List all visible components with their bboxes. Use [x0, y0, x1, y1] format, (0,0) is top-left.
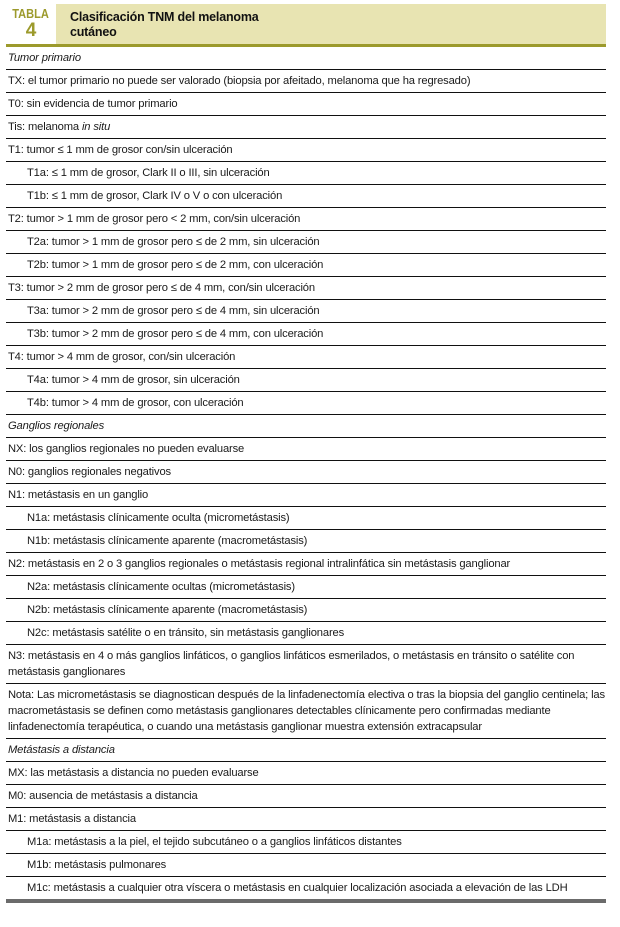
table-subrow: T1a: ≤ 1 mm de grosor, Clark II o III, sin ulceración	[6, 162, 606, 185]
table-subrow: T2a: tumor > 1 mm de grosor pero ≤ de 2 mm, sin ulceración	[6, 231, 606, 254]
table-row: Nota: Las micrometástasis se diagnostican después de la linfadenectomía electiva o tras la biopsia del ganglio centinela; las macrometástasis se definen como metástasis ganglionares detectables clínicamente pero confirmadas mediante linfadenectomía terapéutica, o cuando una metástasis ganglionar muestra extensión extracapsular	[6, 684, 606, 739]
table-header	[6, 4, 606, 47]
table-subrow: T3b: tumor > 2 mm de grosor pero ≤ de 4 mm, con ulceración	[6, 323, 606, 346]
row-text: Tis: melanoma	[8, 121, 82, 133]
tabla-number: 4	[25, 20, 37, 41]
table-subrow: T2b: tumor > 1 mm de grosor pero ≤ de 2 mm, con ulceración	[6, 254, 606, 277]
table-title-line-2: cutáneo	[70, 25, 117, 39]
table-subrow: N1b: metástasis clínicamente aparente (macrometástasis)	[6, 530, 606, 553]
table-subrow: M1b: metástasis pulmonares	[6, 854, 606, 877]
table-title	[56, 4, 606, 44]
table-row: N1: metástasis en un ganglio	[6, 484, 606, 507]
tnm-table	[6, 4, 606, 903]
table-row: T2: tumor > 1 mm de grosor pero < 2 mm, con/sin ulceración	[6, 208, 606, 231]
table-row: T3: tumor > 2 mm de grosor pero ≤ de 4 mm, con/sin ulceración	[6, 277, 606, 300]
table-row	[6, 116, 606, 139]
table-row: T4: tumor > 4 mm de grosor, con/sin ulceración	[6, 346, 606, 369]
table-title-line-1: Clasificación TNM del melanoma	[70, 10, 259, 24]
table-row: N0: ganglios regionales negativos	[6, 461, 606, 484]
table-row: N2: metástasis en 2 o 3 ganglios regionales o metástasis regional intralinfática sin metástasis ganglionar	[6, 553, 606, 576]
table-subrow: M1c: metástasis a cualquier otra víscera o metástasis en cualquier localización asociada a elevación de las LDH	[6, 877, 606, 903]
table-subrow: T4a: tumor > 4 mm de grosor, sin ulceración	[6, 369, 606, 392]
table-subrow: N2a: metástasis clínicamente ocultas (micrometástasis)	[6, 576, 606, 599]
table-row: NX: los ganglios regionales no pueden evaluarse	[6, 438, 606, 461]
table-row: T0: sin evidencia de tumor primario	[6, 93, 606, 116]
tabla-label: TABLA	[12, 6, 50, 21]
section-heading: Ganglios regionales	[6, 415, 606, 438]
table-subrow: M1a: metástasis a la piel, el tejido subcutáneo o a ganglios linfáticos distantes	[6, 831, 606, 854]
table-row: TX: el tumor primario no puede ser valorado (biopsia por afeitado, melanoma que ha regresado)	[6, 70, 606, 93]
table-row: M1: metástasis a distancia	[6, 808, 606, 831]
table-row: T1: tumor ≤ 1 mm de grosor con/sin ulceración	[6, 139, 606, 162]
table-subrow: N2b: metástasis clínicamente aparente (macrometástasis)	[6, 599, 606, 622]
table-subrow: N2c: metástasis satélite o en tránsito, sin metástasis ganglionares	[6, 622, 606, 645]
section-heading: Tumor primario	[6, 47, 606, 70]
table-subrow: T4b: tumor > 4 mm de grosor, con ulceración	[6, 392, 606, 415]
table-row: M0: ausencia de metástasis a distancia	[6, 785, 606, 808]
table-subrow: T1b: ≤ 1 mm de grosor, Clark IV o V o con ulceración	[6, 185, 606, 208]
table-row: MX: las metástasis a distancia no pueden evaluarse	[6, 762, 606, 785]
table-number-badge	[6, 4, 56, 44]
section-heading: Metástasis a distancia	[6, 739, 606, 762]
table-subrow: T3a: tumor > 2 mm de grosor pero ≤ de 4 mm, sin ulceración	[6, 300, 606, 323]
table-subrow: N1a: metástasis clínicamente oculta (micrometástasis)	[6, 507, 606, 530]
row-text-italic: in situ	[81, 121, 111, 133]
table-row: N3: metástasis en 4 o más ganglios linfáticos, o ganglios linfáticos esmerilados, o metástasis en tránsito o satélite con metástasis ganglionares	[6, 645, 606, 684]
table-rows	[6, 47, 606, 903]
